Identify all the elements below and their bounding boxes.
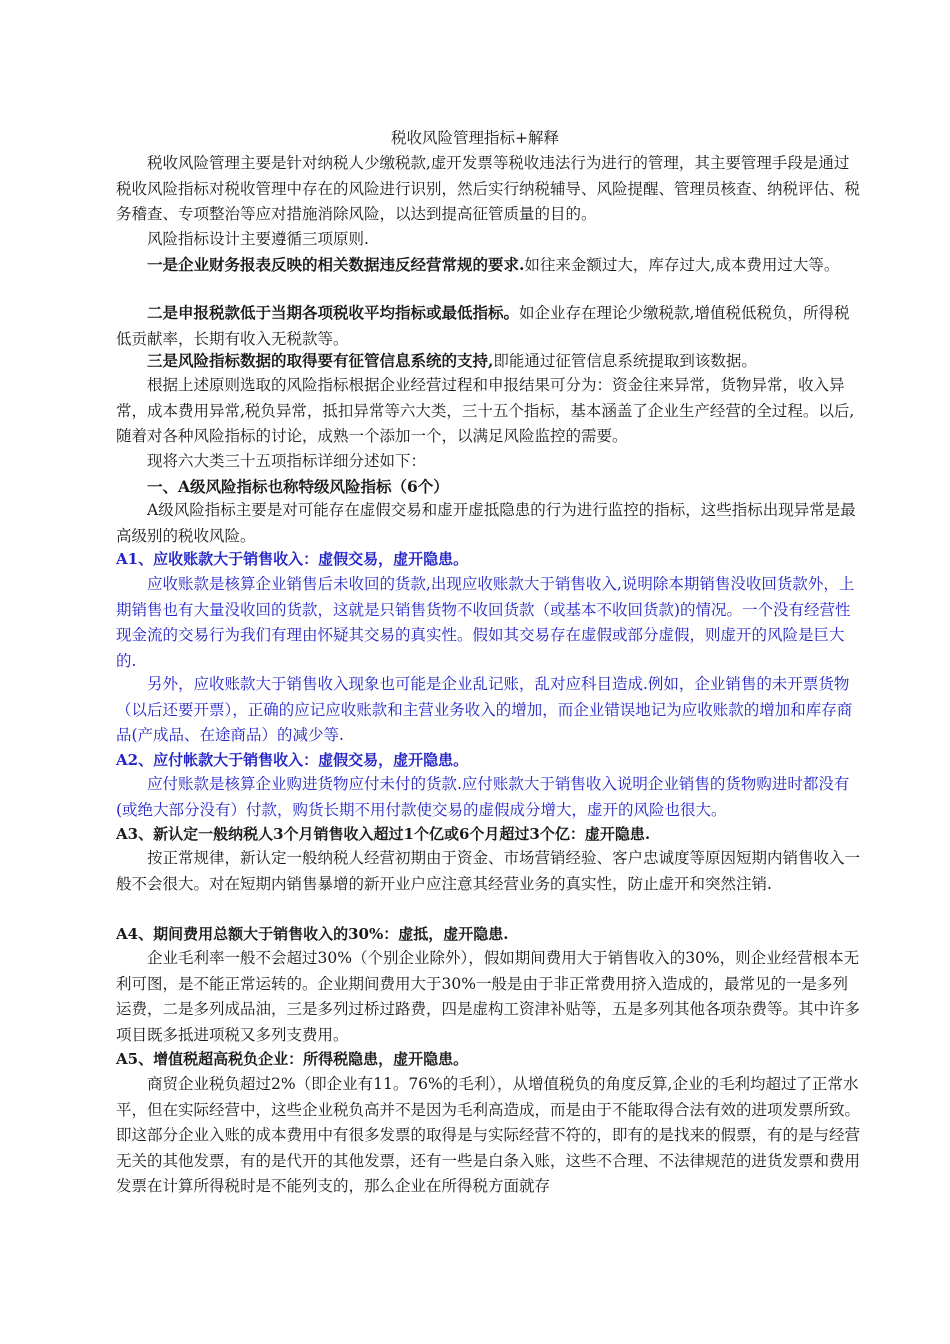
intro-paragraph: 税收风险管理主要是针对纳税人少缴税款,虚开发票等税收违法行为进行的管理，其主要管理手段是通过税收风险指标对税收管理中存在的风险进行识别，然后实行纳税辅导、风险提醒、管理员核查、纳税评估、税务稽查、专项整治等应对措施消除风险，以达到提高征管质量的目的。	[116, 154, 861, 223]
detail-intro: 现将六大类三十五项指标详细分述如下：	[147, 452, 427, 470]
a4-heading: A4、期间费用总额大于销售收入的30%：虚抵，虚开隐患.	[116, 925, 509, 943]
a5-paragraph-1: 商贸企业税负超过2%（即企业有11。76%的毛利），从增值税负的角度反算,企业的毛利均超过了正常水平，但在实际经营中，这些企业税负高并不是因为毛利高造成，而是由于不能取得合法有效的进项发票所致。即这部分企业入账的成本费用中有很多发票的取得是与实际经营不符的，即有的是找来的假票，有的是与经营无关的其他发票，有的是代开的其他发票，还有一些是白条入账，这些不合理、不法律规范的进货发票和费用发票在计算所得税时是不能列支的，那么企业在所得税方面就存	[116, 1075, 861, 1195]
a1-paragraph-2: 另外，应收账款大于销售收入现象也可能是企业乱记账，乱对应科目造成.例如，企业销售的未开票货物（以后还要开票），正确的应记应收账款和主营业务收入的增加，而企业错误地记为应收账款的增加和库存商品(产成品、在途商品）的减少等.	[116, 675, 853, 744]
principle-1-lead: 一是企业财务报表反映的相关数据违反经营常规的要求.	[147, 255, 525, 274]
principle-2-text: 如企业存在理论少缴税款,增值税低税负，所得税低贡献率，长期有收入无税款等。	[116, 304, 850, 348]
principle-1	[116, 252, 860, 279]
a3-paragraph-1: 按正常规律，新认定一般纳税人经营初期由于资金、市场营销经验、客户忠诚度等原因短期内销售收入一般不会很大。对在短期内销售暴增的新开业户应注意其经营业务的真实性，防止虚开和突然注销.	[116, 849, 861, 893]
principle-3	[116, 348, 860, 375]
a2-heading: A2、应付帐款大于销售收入：虚假交易，虚开隐患。	[116, 751, 469, 769]
principle-2-lead: 二是申报税款低于当期各项税收平均指标或最低指标。	[147, 303, 520, 322]
a1-paragraph-1: 应收账款是核算企业销售后未收回的货款,出现应收账款大于销售收入,说明除本期销售没收回货款外，上期销售也有大量没收回的货款，这就是只销售货物不收回货款（或基本不收回货款)的情况。一个没有经营性现金流的交易行为我们有理由怀疑其交易的真实性。假如其交易存在虚假或部分虚假，则虚开的风险是巨大的.	[116, 575, 855, 670]
document-title: 税收风险管理指标+解释	[391, 129, 559, 147]
principles-intro: 风险指标设计主要遵循三项原则.	[147, 230, 369, 248]
classification-paragraph: 根据上述原则选取的风险指标根据企业经营过程和申报结果可分为：资金往来异常，货物异常，收入异常，成本费用异常,税负异常，抵扣异常等六大类，三十五个指标，基本涵盖了企业生产经营的全过程。以后,随着对各种风险指标的讨论，成熟一个添加一个，以满足风险监控的需要。	[116, 376, 855, 445]
a2-paragraph-1: 应付账款是核算企业购进货物应付未付的货款.应付账款大于销售收入说明企业销售的货物购进时都没有(或绝大部分没有）付款，购货长期不用付款使交易的虚假成分增大，虚开的风险也很大。	[116, 775, 850, 819]
principle-2	[116, 300, 860, 352]
a4-paragraph-1: 企业毛利率一般不会超过30%（个别企业除外），假如期间费用大于销售收入的30%，则企业经营根本无利可图，是不能正常运转的。企业期间费用大于30%一般是由于非正常费用挤入造成的，最常见的一是多列运费，二是多列成品油，三是多列过桥过路费，四是虚构工资津补贴等，五是多列其他各项杂费等。其中许多项目既多抵进项税又多列支费用。	[116, 949, 861, 1044]
a5-heading: A5、增值税超高税负企业：所得税隐患，虚开隐患。	[116, 1050, 469, 1068]
a1-heading: A1、应收账款大于销售收入：虚假交易，虚开隐患。	[116, 550, 469, 568]
section-a-title: 一、A级风险指标也称特级风险指标（6个）	[147, 477, 449, 496]
principle-1-text: 如往来金额过大，库存过大,成本费用过大等。	[524, 256, 840, 274]
a3-heading: A3、新认定一般纳税人3个月销售收入超过1个亿或6个月超过3个亿：虚开隐患.	[116, 825, 651, 843]
section-a-description: A级风险指标主要是对可能存在虚假交易和虚开虚抵隐患的行为进行监控的指标，这些指标出现异常是最高级别的税收风险。	[116, 501, 856, 545]
principle-3-lead: 三是风险指标数据的取得要有征管信息系统的支持,	[147, 351, 494, 370]
principle-3-text: 即能通过征管信息系统提取到该数据。	[493, 352, 757, 370]
